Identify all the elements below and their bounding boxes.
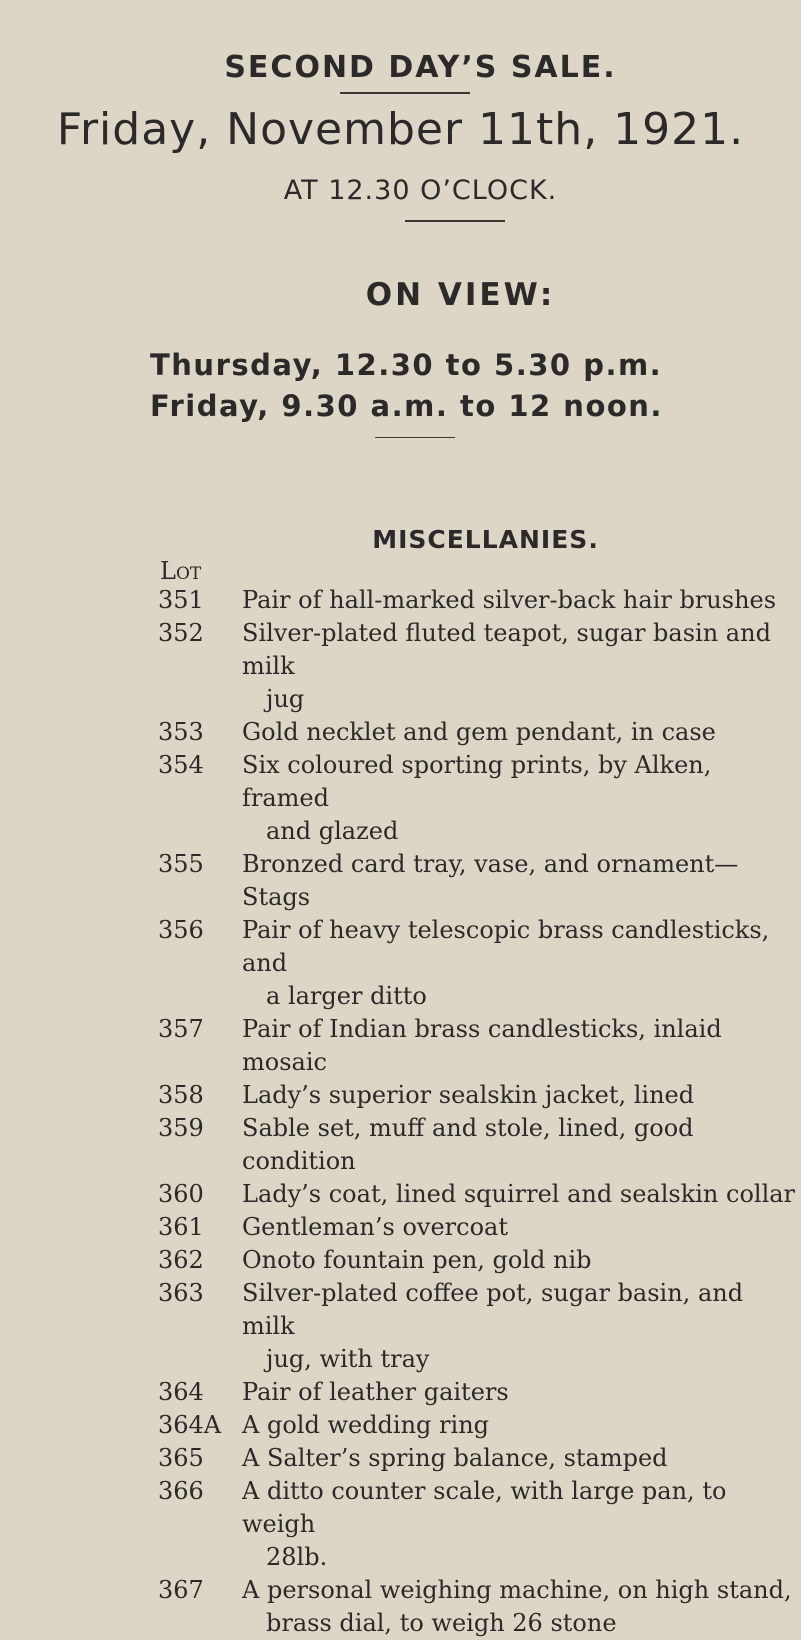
lot-description-line: A gold wedding ring: [242, 1411, 490, 1439]
lot-number: 360: [158, 1180, 204, 1208]
lot-description-line: Sable set, muff and stole, lined, good condition: [242, 1114, 694, 1175]
on-view-heading: ON VIEW:: [365, 277, 556, 313]
lot-number: 355: [158, 850, 204, 878]
lot-description-line: Silver-plated fluted teapot, sugar basin and milk: [242, 619, 771, 680]
lot-row: [158, 848, 798, 914]
lot-number: 367: [158, 1576, 204, 1604]
lot-number: 357: [158, 1015, 204, 1043]
lot-description: [242, 584, 798, 617]
lot-number: 361: [158, 1213, 204, 1241]
lot-description: [242, 617, 798, 716]
lot-description: [242, 848, 798, 914]
lot-description-line: A ditto counter scale, with large pan, to weigh: [242, 1477, 727, 1538]
divider: [405, 220, 505, 222]
lot-description: [242, 1013, 798, 1079]
lot-description: [242, 1079, 798, 1112]
sale-time: AT 12.30 O’CLOCK.: [283, 175, 558, 206]
lot-row: [158, 1574, 798, 1640]
lot-list: [158, 584, 798, 1640]
lot-description: [242, 1376, 798, 1409]
lot-description: [242, 914, 798, 1013]
lot-number: 359: [158, 1114, 204, 1142]
lot-description-continuation: and glazed: [266, 817, 399, 845]
lot-row: [158, 749, 798, 848]
lot-number: 364A: [158, 1411, 222, 1439]
lot-row: [158, 617, 798, 716]
lot-description-line: Lady’s coat, lined squirrel and sealskin collar: [242, 1180, 796, 1208]
lot-description: [242, 1475, 798, 1574]
lot-row: [158, 716, 798, 749]
lot-description-line: Gold necklet and gem pendant, in case: [242, 718, 716, 746]
lot-number: 358: [158, 1081, 204, 1109]
lot-description: [242, 1211, 798, 1244]
lot-description-continuation: jug: [266, 685, 305, 713]
lot-description-line: Pair of Indian brass candlesticks, inlaid mosaic: [242, 1015, 722, 1076]
lot-description-line: Pair of hall-marked silver-back hair brushes: [242, 586, 777, 614]
lot-description-line: Lady’s superior sealskin jacket, lined: [242, 1081, 695, 1109]
lot-description-line: Pair of leather gaiters: [242, 1378, 509, 1406]
lot-description: [242, 716, 798, 749]
lot-description-line: Onoto fountain pen, gold nib: [242, 1246, 592, 1274]
lot-number: 356: [158, 916, 204, 944]
lot-description: [242, 1442, 798, 1475]
lot-description: [242, 749, 798, 848]
lot-row: [158, 1079, 798, 1112]
lot-row: [158, 1277, 798, 1376]
lot-row: [158, 1442, 798, 1475]
lot-description-line: A personal weighing machine, on high stand,: [242, 1576, 792, 1604]
lot-number: 354: [158, 751, 204, 779]
lot-row: [158, 584, 798, 617]
lot-description-line: Bronzed card tray, vase, and ornament—Stags: [242, 850, 739, 911]
lot-row: [158, 914, 798, 1013]
lot-row: [158, 1211, 798, 1244]
lot-row: [158, 1409, 798, 1442]
view-times-thursday: Thursday, 12.30 to 5.30 p.m.: [150, 348, 663, 382]
lot-number: 352: [158, 619, 204, 647]
divider: [375, 437, 455, 438]
divider: [340, 92, 470, 94]
lot-description: [242, 1244, 798, 1277]
view-times-friday: Friday, 9.30 a.m. to 12 noon.: [150, 389, 663, 423]
lot-row: [158, 1475, 798, 1574]
lot-row: [158, 1376, 798, 1409]
lot-number: 366: [158, 1477, 204, 1505]
lot-row: [158, 1112, 798, 1178]
lot-description-line: Silver-plated coffee pot, sugar basin, and milk: [242, 1279, 744, 1340]
lot-number: 364: [158, 1378, 204, 1406]
lot-description-line: Pair of heavy telescopic brass candlesticks, and: [242, 916, 770, 977]
lot-column-label: Lot: [160, 557, 202, 585]
lot-description-continuation: 28lb.: [266, 1543, 328, 1571]
lot-description: [242, 1112, 798, 1178]
lot-description-continuation: a larger ditto: [266, 982, 427, 1010]
section-heading: MISCELLANIES.: [372, 525, 599, 554]
lot-description-line: Six coloured sporting prints, by Alken, framed: [242, 751, 712, 812]
lot-description: [242, 1574, 798, 1640]
lot-row: [158, 1244, 798, 1277]
lot-description: [242, 1409, 798, 1442]
lot-number: 351: [158, 586, 204, 614]
lot-number: 363: [158, 1279, 204, 1307]
lot-description-line: Gentleman’s overcoat: [242, 1213, 508, 1241]
sale-heading: SECOND DAY’S SALE.: [224, 50, 617, 85]
lot-description-continuation: brass dial, to weigh 26 stone: [266, 1609, 617, 1637]
lot-description: [242, 1178, 798, 1211]
lot-row: [158, 1178, 798, 1211]
lot-number: 365: [158, 1444, 204, 1472]
sale-date: Friday, November 11th, 1921.: [56, 104, 745, 155]
lot-number: 362: [158, 1246, 204, 1274]
lot-description: [242, 1277, 798, 1376]
lot-number: 353: [158, 718, 204, 746]
lot-row: [158, 1013, 798, 1079]
lot-description-continuation: jug, with tray: [266, 1345, 430, 1373]
lot-description-line: A Salter’s spring balance, stamped: [242, 1444, 668, 1472]
